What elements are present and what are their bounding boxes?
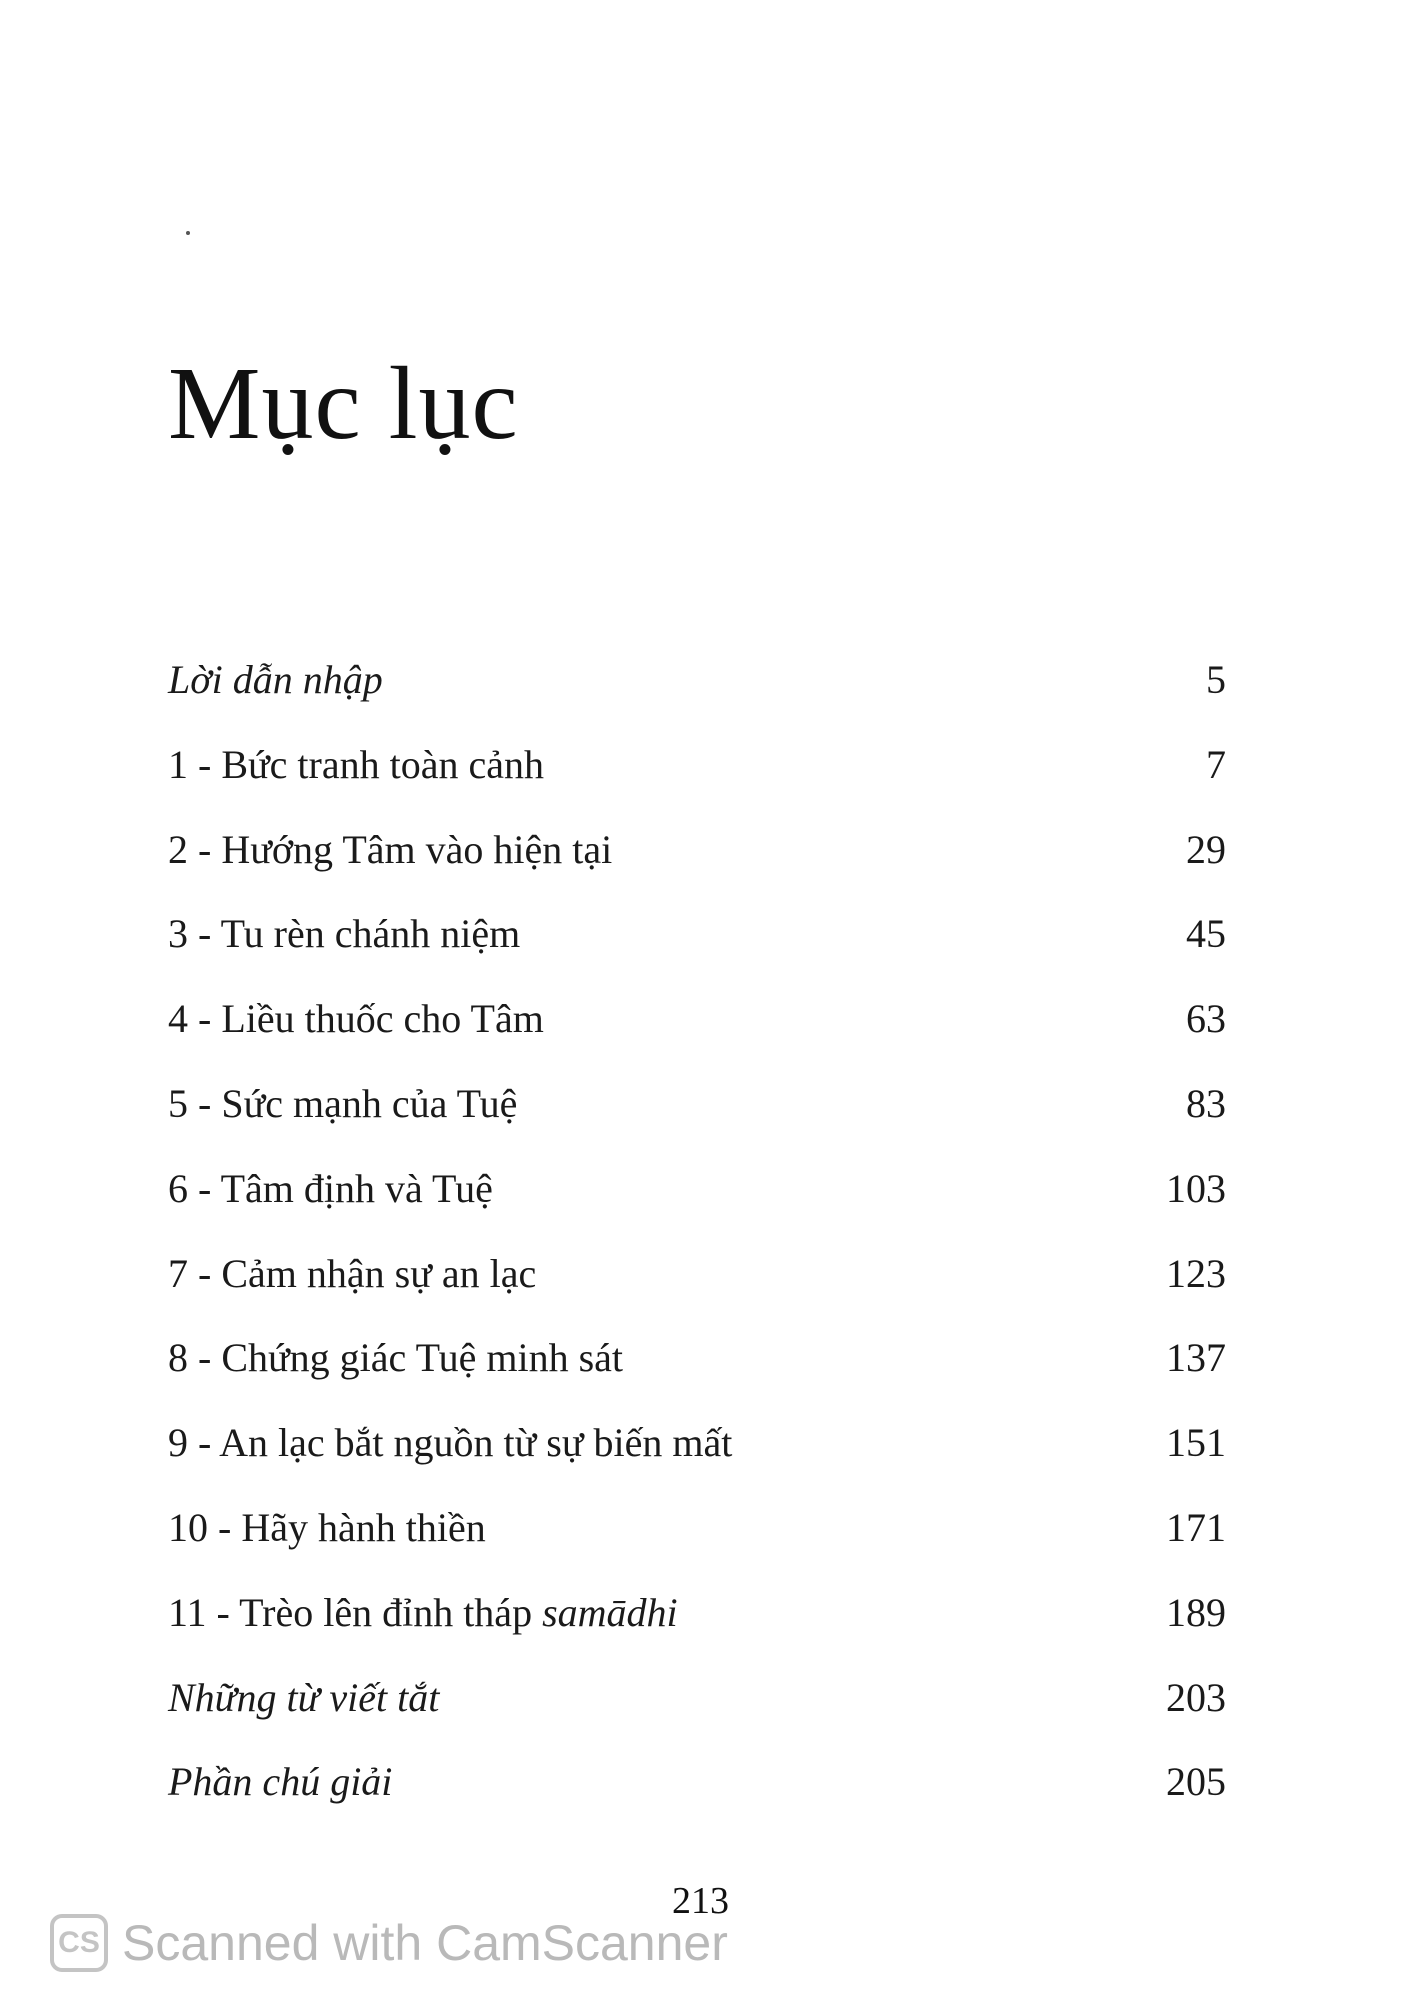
toc-entry-label: 8 - Chứng giác Tuệ minh sát [168,1335,624,1381]
scan-speck [186,231,190,235]
toc-entry-chapter-11 [168,1589,1226,1678]
toc-entry-page: 45 [1186,911,1226,957]
camscanner-logo-icon: CS [50,1914,108,1972]
toc-entry-page: 83 [1186,1080,1226,1126]
toc-entry-intro [168,657,1226,745]
toc-entry-page: 151 [1166,1420,1226,1466]
toc-entry-page: 205 [1166,1759,1226,1805]
toc-entry-chapter-8 [168,1335,1226,1423]
toc-entry-chapter-7 [168,1250,1226,1339]
toc-entry-label: 5 - Sức mạnh của Tuệ [168,1080,518,1126]
toc-entry-label: 11 - Trèo lên đỉnh tháp [168,1589,543,1635]
toc-entry-chapter-10 [168,1504,1226,1593]
toc-entry-page: 29 [1186,826,1226,872]
toc-entry-label: 1 - Bức tranh toàn cảnh [168,741,544,787]
toc-entry-chapter-6 [168,1165,1226,1254]
toc-entry-chapter-3 [168,911,1226,999]
toc-entry-page: 203 [1166,1674,1226,1720]
toc-entry-label-wrap [168,1589,678,1635]
toc-entry-chapter-2 [168,826,1226,915]
watermark-text: Scanned with CamScanner [122,1915,728,1971]
toc-entry-chapter-4 [168,996,1226,1084]
toc-entry-page: 5 [1206,657,1226,702]
toc-entry-abbreviations [168,1674,1226,1763]
page-title: Mục lục [168,346,519,461]
toc-entry-label-italic: samādhi [542,1589,678,1635]
toc-entry-label: Lời dẫn nhập [168,657,383,702]
toc-entry-page: 137 [1166,1335,1226,1381]
toc-entry-page: 63 [1186,996,1226,1042]
toc-entry-label: 2 - Hướng Tâm vào hiện tại [168,826,613,872]
toc-entry-notes [168,1759,1226,1847]
toc-entry-page: 189 [1166,1589,1226,1635]
toc-entry-label: 7 - Cảm nhận sự an lạc [168,1250,537,1296]
toc-entry-label: Những từ viết tắt [168,1674,440,1720]
toc-entry-page: 171 [1166,1504,1226,1550]
toc-entry-label: 10 - Hãy hành thiền [168,1504,486,1550]
toc-entry-chapter-9 [168,1420,1226,1508]
toc-entry-page: 103 [1166,1165,1226,1211]
page-number: 213 [672,1880,729,1922]
toc-entry-label: 4 - Liều thuốc cho Tâm [168,996,544,1042]
toc-entry-page: 123 [1166,1250,1226,1296]
toc-entry-page: 7 [1206,741,1226,787]
toc-entry-label: Phần chú giải [168,1759,393,1805]
camscanner-watermark [50,1914,728,1972]
toc-entry-label: 3 - Tu rèn chánh niệm [168,911,521,957]
table-of-contents [168,657,1226,1847]
toc-entry-chapter-1 [168,741,1226,830]
toc-entry-chapter-5 [168,1080,1226,1169]
toc-entry-label: 9 - An lạc bắt nguồn từ sự biến mất [168,1420,733,1466]
toc-entry-label: 6 - Tâm định và Tuệ [168,1165,493,1211]
